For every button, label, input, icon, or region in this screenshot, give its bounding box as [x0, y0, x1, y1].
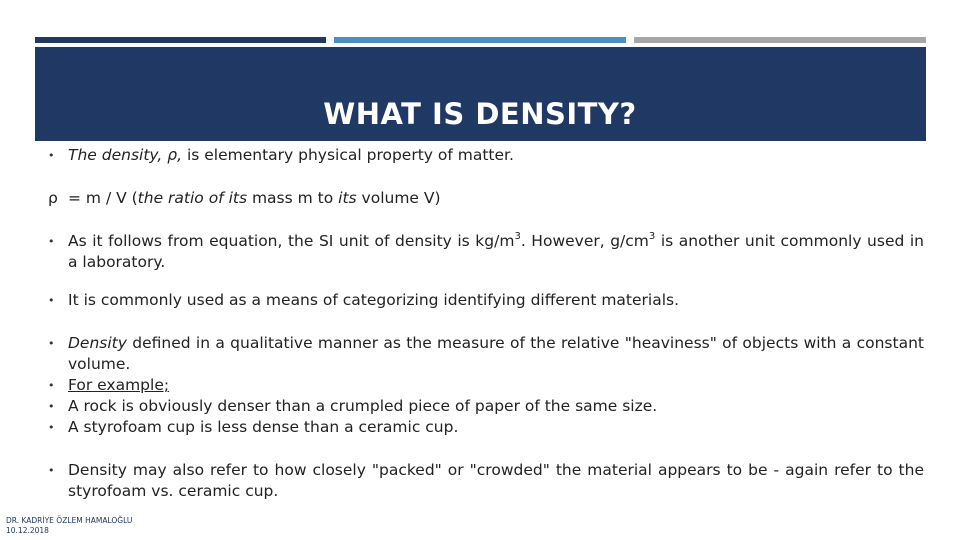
bullet-density-definition: [48, 145, 924, 166]
slide-title: WHAT IS DENSITY?: [323, 97, 637, 131]
bullet-marker: •: [48, 464, 55, 477]
top-accent-bar-gray: [634, 37, 926, 43]
slide-body: [48, 145, 924, 502]
footer-date: 10.12.2018: [6, 526, 49, 535]
bullet-marker: •: [48, 294, 55, 307]
slide-footer: [6, 516, 132, 536]
bullet-rock-example: [48, 396, 924, 417]
top-accent-bar-dark: [35, 37, 326, 43]
superscript-3: 3: [648, 231, 656, 242]
formula-part-3: volume V): [356, 189, 441, 207]
formula-part-1: = m / V (: [68, 189, 138, 207]
for-example-text: For example;: [68, 376, 170, 394]
footer-author: DR. KADRİYE ÖZLEM HAMALOĞLU: [6, 516, 133, 525]
categorizing-text: It is commonly used as a means of categorizing identifying different materials.: [68, 291, 680, 309]
formula-line: [48, 188, 924, 209]
rho-symbol: ρ: [48, 189, 58, 207]
bullet-marker: •: [48, 379, 55, 392]
bullet-for-example: [48, 375, 924, 396]
bullet-marker: •: [48, 337, 55, 350]
si-unit-text-3: is another unit commonly used in a laboratory.: [68, 232, 924, 271]
bullet-marker: •: [48, 235, 55, 248]
density-italic: The density, ρ,: [68, 146, 183, 164]
formula-italic-2: its: [338, 189, 357, 207]
packed-text: Density may also refer to how closely "packed" or "crowded" the material appears to be - again refer to the styrofoam vs. ceramic cup.: [68, 461, 924, 500]
si-unit-text-1: As it follows from equation, the SI unit of density is kg/m: [68, 232, 515, 250]
superscript-3: 3: [514, 231, 521, 242]
bullet-packed: [48, 460, 924, 502]
density-italic: Density: [68, 334, 127, 352]
bullet-qualitative: [48, 333, 924, 375]
bullet-styrofoam-example: [48, 417, 924, 438]
bullet-categorizing: [48, 290, 924, 311]
bullet-marker: •: [48, 400, 55, 413]
rock-example-text: A rock is obviously denser than a crumpled piece of paper of the same size.: [68, 397, 658, 415]
bullet-si-unit: [48, 231, 924, 273]
formula-italic-1: the ratio of its: [137, 189, 248, 207]
styrofoam-example-text: A styrofoam cup is less dense than a ceramic cup.: [68, 418, 459, 436]
top-accent-bar-blue: [334, 37, 626, 43]
si-unit-text-2: . However, g/cm: [520, 232, 649, 250]
density-definition-text: is elementary physical property of matter.: [182, 146, 514, 164]
bullet-marker: •: [48, 421, 55, 434]
bullet-marker: •: [48, 149, 55, 162]
formula-part-2: mass m to: [247, 189, 339, 207]
qualitative-text: defined in a qualitative manner as the measure of the relative "heaviness" of objects with a constant volume.: [68, 334, 924, 373]
